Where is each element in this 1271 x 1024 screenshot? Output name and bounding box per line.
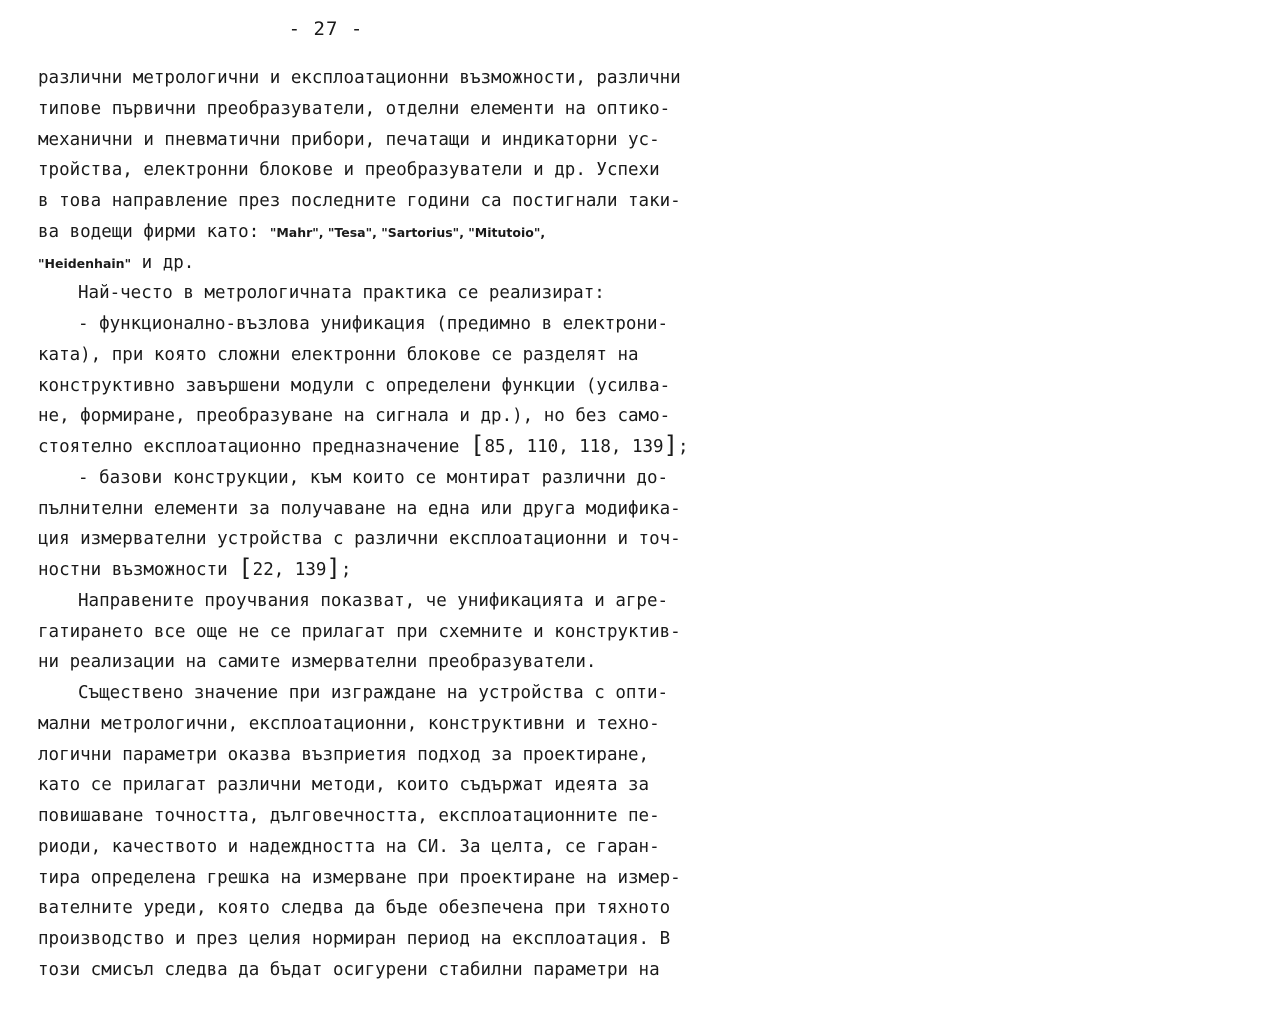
text-line: логични параметри оказва възприетия подход за проектиране,	[38, 744, 650, 765]
text-line: мални метрологични, експлоатационни, конструктивни и техно-	[38, 713, 660, 734]
text-line: пълнителни елементи за получаване на една или друга модифика-	[38, 498, 681, 519]
text-line: гатирането все още не се прилагат при схемните и конструктив-	[38, 621, 681, 642]
citation-refs: 85, 110, 118, 139	[484, 437, 664, 457]
text-line: типове първични преобразуватели, отделни елементи на оптико-	[38, 98, 671, 119]
paragraph-start-line: Най-често в метрологичната практика се реализират:	[78, 283, 605, 304]
text-fragment: стоятелно експлоатационно предназначение	[38, 437, 460, 457]
text-line: механични и пневматични прибори, печатащи и индикаторни ус-	[38, 129, 660, 150]
open-bracket: [	[469, 431, 485, 459]
text-line: различни метрологични и експлоатационни възможности, различни	[38, 68, 681, 88]
close-bracket: ]	[663, 431, 679, 459]
text-fragment: ностни възможности	[38, 560, 228, 580]
page-number: - 27 -	[288, 18, 364, 40]
text-line	[38, 217, 628, 248]
text-line	[38, 555, 628, 586]
semicolon: ;	[678, 437, 689, 457]
semicolon: ;	[340, 560, 352, 580]
document-body	[38, 63, 689, 986]
text-line: конструктивно завършени модули с определени функции (усилва-	[38, 375, 671, 396]
text-line: този смисъл следва да бъдат осигурени стабилни параметри на	[38, 959, 660, 980]
text-line: като се прилагат различни методи, които съдържат идеята за	[38, 775, 650, 796]
text-line: ни реализации на самите измервателни преобразуватели.	[38, 652, 597, 673]
text-line: ката), при която сложни електронни блокове се разделят на	[38, 344, 639, 365]
company-names: "Mahr", "Tesa", "Sartorius", "Mitutoio",	[269, 224, 546, 240]
list-item-start-line: - базови конструкции, към които се монтират различни до-	[78, 467, 669, 488]
paragraph-start-line: Направените проучвания показват, че унификацията и агре-	[78, 590, 669, 611]
list-item-start-line: - функционално-възлова унификация (предимно в електрони-	[78, 314, 669, 334]
open-bracket: [	[238, 554, 253, 582]
text-line	[38, 248, 628, 279]
text-line: не, формиране, преобразуване на сигнала и др.), но без само-	[38, 406, 671, 427]
close-bracket: ]	[326, 554, 341, 582]
text-line: производство и през целия нормиран период на експлоатация. В	[38, 929, 671, 949]
text-line: риоди, качеството и надеждността на СИ. За целта, се гаран-	[38, 836, 660, 857]
text-line: в това направление през последните години са постигнали таки-	[38, 191, 681, 211]
text-line	[38, 431, 689, 463]
text-line: тройства, електронни блокове и преобразуватели и др. Успехи	[38, 160, 660, 181]
text-line: вателните уреди, която следва да бъде обезпечена при тяхното	[38, 898, 671, 919]
text-fragment: ва водещи фирми като:	[38, 221, 260, 242]
paragraph-start-line: Съществено значение при изграждане на устройства с опти-	[78, 683, 669, 703]
citation-refs: 22, 139	[252, 560, 327, 580]
text-line: ция измервателни устройства с различни експлоатационни и точ-	[38, 529, 681, 550]
text-fragment: и др.	[141, 252, 195, 273]
company-name: "Heidenhain"	[38, 255, 132, 271]
text-line: тира определена грешка на измерване при проектиране на измер-	[38, 867, 681, 888]
text-line: повишаване точността, дълговечността, експлоатационните пе-	[38, 806, 660, 826]
